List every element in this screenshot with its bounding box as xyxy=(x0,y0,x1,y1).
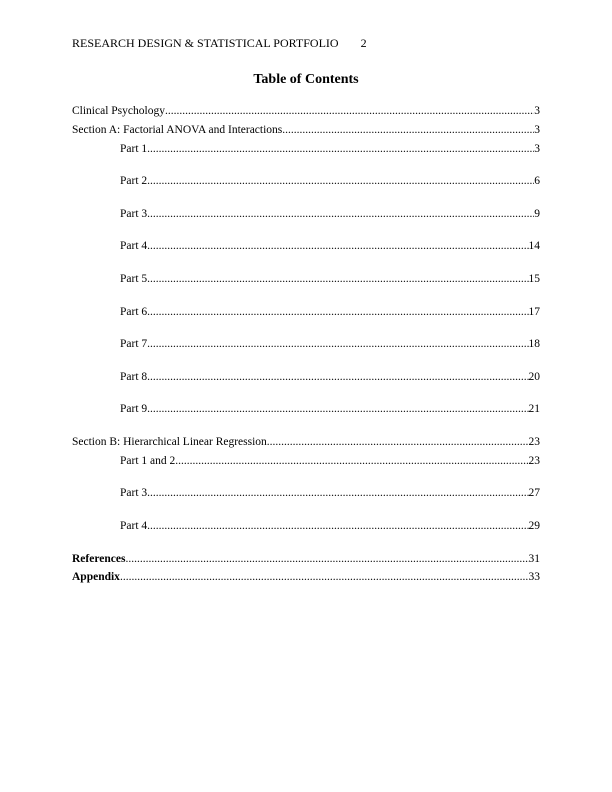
toc-entry-section-a[interactable] xyxy=(72,123,540,137)
toc-entry-label: Part 1 xyxy=(120,143,148,155)
running-title: RESEARCH DESIGN & STATISTICAL PORTFOLIO xyxy=(72,36,339,50)
toc-entry-label: Part 3 xyxy=(120,487,148,499)
dot-leader xyxy=(147,305,528,319)
toc-entry-page: 6 xyxy=(534,175,540,187)
dot-leader xyxy=(147,207,534,221)
toc-entry-section-a-part-9[interactable] xyxy=(120,402,540,416)
dot-leader xyxy=(165,104,534,118)
toc-entry-page: 21 xyxy=(528,403,540,415)
dot-leader xyxy=(147,402,528,416)
page-number: 2 xyxy=(360,36,367,50)
toc-entry-label: Part 7 xyxy=(120,338,148,350)
toc-title: Table of Contents xyxy=(253,72,359,87)
toc-entry-label: Part 4 xyxy=(120,240,148,252)
toc-entry-page: 31 xyxy=(528,553,540,565)
toc-entry-section-a-part-1[interactable] xyxy=(120,142,540,156)
toc-entry-section-b-part-1-and-2[interactable] xyxy=(120,454,540,468)
toc-entry-label: References xyxy=(72,553,126,565)
dot-leader xyxy=(175,454,528,468)
toc-entry-page: 29 xyxy=(528,520,540,532)
dot-leader xyxy=(147,370,528,384)
toc-entry-label: Section A: Factorial ANOVA and Interactions xyxy=(72,124,283,136)
toc-entry-section-a-part-5[interactable] xyxy=(120,272,540,286)
toc-entry-page: 3 xyxy=(534,124,540,136)
toc-entry-page: 15 xyxy=(528,273,540,285)
toc-entry-page: 23 xyxy=(528,455,540,467)
dot-leader xyxy=(267,435,529,449)
toc-entry-section-a-part-2[interactable] xyxy=(120,174,540,188)
toc-entry-label: Part 4 xyxy=(120,520,148,532)
dot-leader xyxy=(147,142,534,156)
toc-entry-section-a-part-6[interactable] xyxy=(120,305,540,319)
toc-entry-section-b-part-3[interactable] xyxy=(120,486,540,500)
dot-leader xyxy=(147,174,534,188)
toc-entry-label: Part 2 xyxy=(120,175,148,187)
toc-entry-label: Part 3 xyxy=(120,208,148,220)
toc-entry-page: 17 xyxy=(528,306,540,318)
running-header xyxy=(72,36,367,50)
toc-entry-label: Part 5 xyxy=(120,273,148,285)
toc-entry-label: Section B: Hierarchical Linear Regression xyxy=(72,436,267,448)
dot-leader xyxy=(147,337,528,351)
toc-entry-label: Part 8 xyxy=(120,371,148,383)
dot-leader xyxy=(147,239,528,253)
toc-entry-page: 3 xyxy=(534,105,540,117)
toc-entry-label: Appendix xyxy=(72,571,120,583)
dot-leader xyxy=(125,552,528,566)
toc-entry-section-a-part-8[interactable] xyxy=(120,370,540,384)
toc-entry-section-a-part-4[interactable] xyxy=(120,239,540,253)
toc-entry-page: 14 xyxy=(528,240,540,252)
toc-entry-page: 23 xyxy=(528,436,540,448)
toc-entry-references[interactable] xyxy=(72,552,540,566)
dot-leader xyxy=(147,519,528,533)
toc-entry-label: Part 1 and 2 xyxy=(120,455,176,467)
dot-leader xyxy=(147,272,528,286)
toc-entry-label: Clinical Psychology xyxy=(72,105,165,117)
toc-entry-page: 3 xyxy=(534,143,540,155)
toc-entry-page: 18 xyxy=(528,338,540,350)
toc-entry-page: 33 xyxy=(528,571,540,583)
toc-entry-section-b[interactable] xyxy=(72,435,540,449)
toc-entry-page: 27 xyxy=(528,487,540,499)
dot-leader xyxy=(282,123,534,137)
toc-entry-section-b-part-4[interactable] xyxy=(120,519,540,533)
toc-entry-page: 9 xyxy=(534,208,540,220)
dot-leader xyxy=(147,486,528,500)
toc-entry-clinical-psychology[interactable] xyxy=(72,104,540,118)
dot-leader xyxy=(120,570,529,584)
toc-entry-label: Part 9 xyxy=(120,403,148,415)
toc-entry-appendix[interactable] xyxy=(72,570,540,584)
toc-entry-section-a-part-3[interactable] xyxy=(120,207,540,221)
toc-entry-label: Part 6 xyxy=(120,306,148,318)
toc-entry-section-a-part-7[interactable] xyxy=(120,337,540,351)
toc-entry-page: 20 xyxy=(528,371,540,383)
